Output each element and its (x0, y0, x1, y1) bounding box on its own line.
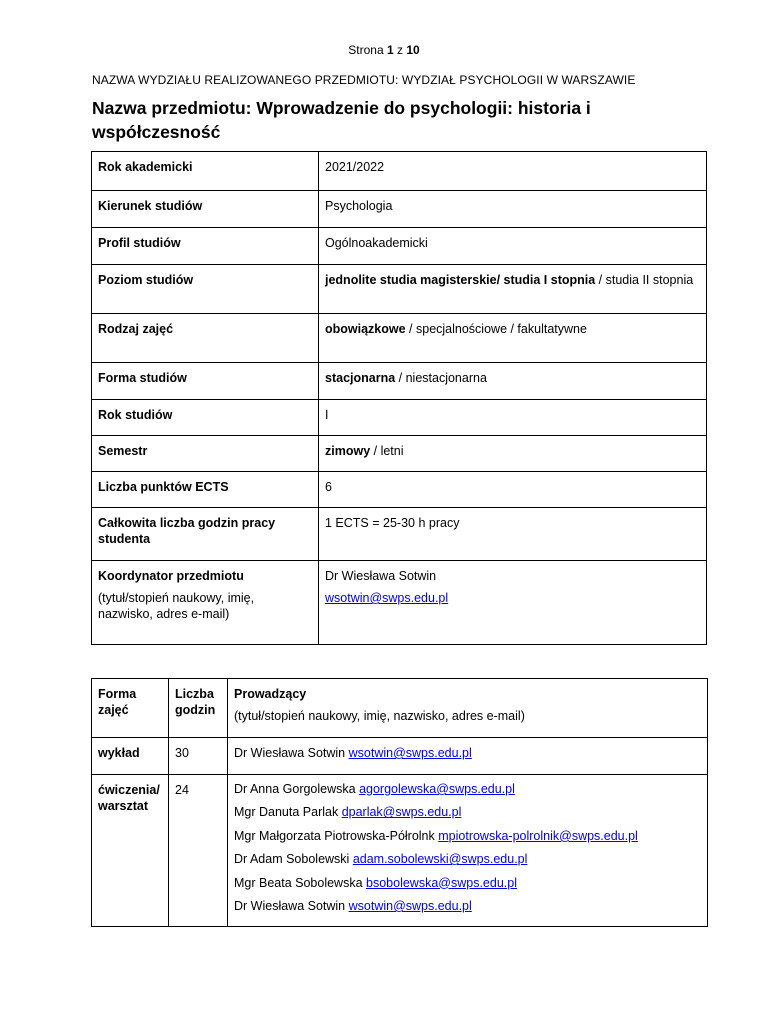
list-item (234, 895, 701, 918)
value-koordynator (319, 561, 707, 645)
list-item (234, 848, 701, 871)
table-row (92, 152, 707, 191)
teacher-email-link[interactable]: mpiotrowska-polrolnik@swps.edu.pl (438, 828, 638, 843)
koordynator-name: Dr Wiesława Sotwin (325, 569, 437, 583)
page-number (0, 43, 768, 57)
value-godziny: 1 ECTS = 25-30 h pracy (319, 508, 707, 561)
table-row (92, 265, 707, 314)
other-options: / studia II stopnia (595, 273, 694, 287)
table-row (92, 472, 707, 508)
table-row (92, 508, 707, 561)
page-separator: z (397, 43, 404, 57)
value-forma (319, 363, 707, 400)
list-item (234, 801, 701, 824)
table-row (92, 363, 707, 400)
selected-option: obowiązkowe (325, 322, 406, 336)
list-item (234, 872, 701, 895)
form-wyklad: wykład (92, 738, 169, 775)
label-kierunek: Kierunek studiów (92, 191, 319, 228)
selected-option: jednolite studia magisterskie/ studia I stopnia (325, 273, 596, 287)
label-rodzaj: Rodzaj zajęć (92, 314, 319, 363)
table-row (92, 191, 707, 228)
course-title: Nazwa przedmiotu: Wprowadzenie do psychologii: historia i współczesność (92, 98, 591, 142)
teacher-wyklad (228, 738, 708, 775)
value-poziom (319, 265, 707, 314)
header-prowadzacy-sub: (tytuł/stopień naukowy, imię, nazwisko, adres e-mail) (234, 709, 525, 723)
hours-wyklad: 30 (169, 738, 228, 775)
value-profil: Ogólnoakademicki (319, 228, 707, 265)
table-row (92, 436, 707, 472)
teacher-name: Dr Anna Gorgolewska (234, 782, 360, 796)
label-poziom: Poziom studiów (92, 265, 319, 314)
teacher-name: Mgr Beata Sobolewska (234, 875, 367, 890)
teacher-email-link[interactable]: wsotwin@swps.edu.pl (348, 746, 472, 760)
koordynator-email-link[interactable]: wsotwin@swps.edu.pl (325, 591, 449, 605)
staff-table (91, 678, 708, 927)
teacher-name: Dr Adam Sobolewski (234, 852, 353, 867)
teacher-name: Dr Wiesława Sotwin (234, 899, 349, 914)
teachers-cwiczenia (228, 775, 708, 927)
label-profil: Profil studiów (92, 228, 319, 265)
value-semestr (319, 436, 707, 472)
label-godziny: Całkowita liczba godzin pracy studenta (92, 508, 319, 561)
table-row (92, 400, 707, 436)
selected-option: zimowy (325, 444, 371, 458)
teacher-email-link[interactable]: wsotwin@swps.edu.pl (348, 899, 472, 914)
label-ects: Liczba punktów ECTS (92, 472, 319, 508)
label-koordynator (92, 561, 319, 645)
label-rok-studiow: Rok studiów (92, 400, 319, 436)
header-prowadzacy (228, 679, 708, 738)
list-item (234, 778, 701, 801)
table-row (92, 775, 708, 927)
other-options: / niestacjonarna (395, 371, 487, 385)
table-row (92, 228, 707, 265)
value-ects: 6 (319, 472, 707, 508)
teacher-email-link[interactable]: dparlak@swps.edu.pl (341, 805, 462, 820)
label-forma: Forma studiów (92, 363, 319, 400)
value-rodzaj (319, 314, 707, 363)
list-item (234, 825, 701, 848)
koordynator-label: Koordynator przedmiotu (98, 569, 244, 583)
label-semestr: Semestr (92, 436, 319, 472)
page-current: 1 (386, 43, 394, 57)
selected-option: stacjonarna (325, 371, 396, 385)
teacher-name: Mgr Małgorzata Piotrowska-Półrolnk (234, 828, 439, 843)
hours-cwiczenia: 24 (169, 775, 228, 927)
value-rok-studiow: I (319, 400, 707, 436)
table-header-row (92, 679, 708, 738)
koordynator-sublabel: (tytuł/stopień naukowy, imię, nazwisko, adres e-mail) (98, 591, 255, 621)
other-options: / letni (370, 444, 404, 458)
table-row (92, 561, 707, 645)
teacher-email-link[interactable]: agorgolewska@swps.edu.pl (359, 782, 515, 796)
page-total: 10 (406, 43, 420, 57)
teacher-email-link[interactable]: bsobolewska@swps.edu.pl (366, 875, 517, 890)
value-kierunek: Psychologia (319, 191, 707, 228)
page-prefix: Strona (348, 43, 384, 57)
other-options: / specjalnościowe / fakultatywne (405, 322, 587, 336)
table-row (92, 738, 708, 775)
teacher-email-link[interactable]: adam.sobolewski@swps.edu.pl (352, 852, 528, 867)
header-prowadzacy-label: Prowadzący (234, 687, 307, 701)
table-row (92, 314, 707, 363)
value-rok-akademicki: 2021/2022 (319, 152, 707, 191)
teacher-name: Dr Wiesława Sotwin (234, 746, 349, 760)
teacher-name: Mgr Danuta Parlak (234, 805, 342, 820)
course-info-table (91, 151, 707, 645)
label-rok-akademicki: Rok akademicki (92, 152, 319, 191)
form-cwiczenia: ćwiczenia/ warsztat (92, 775, 169, 927)
faculty-name: NAZWA WYDZIAŁU REALIZOWANEGO PRZEDMIOTU: WYDZIAŁ PSYCHOLOGII W WARSZAWIE (92, 73, 636, 87)
header-forma: Forma zajęć (92, 679, 169, 738)
header-liczba: Liczba godzin (169, 679, 228, 738)
